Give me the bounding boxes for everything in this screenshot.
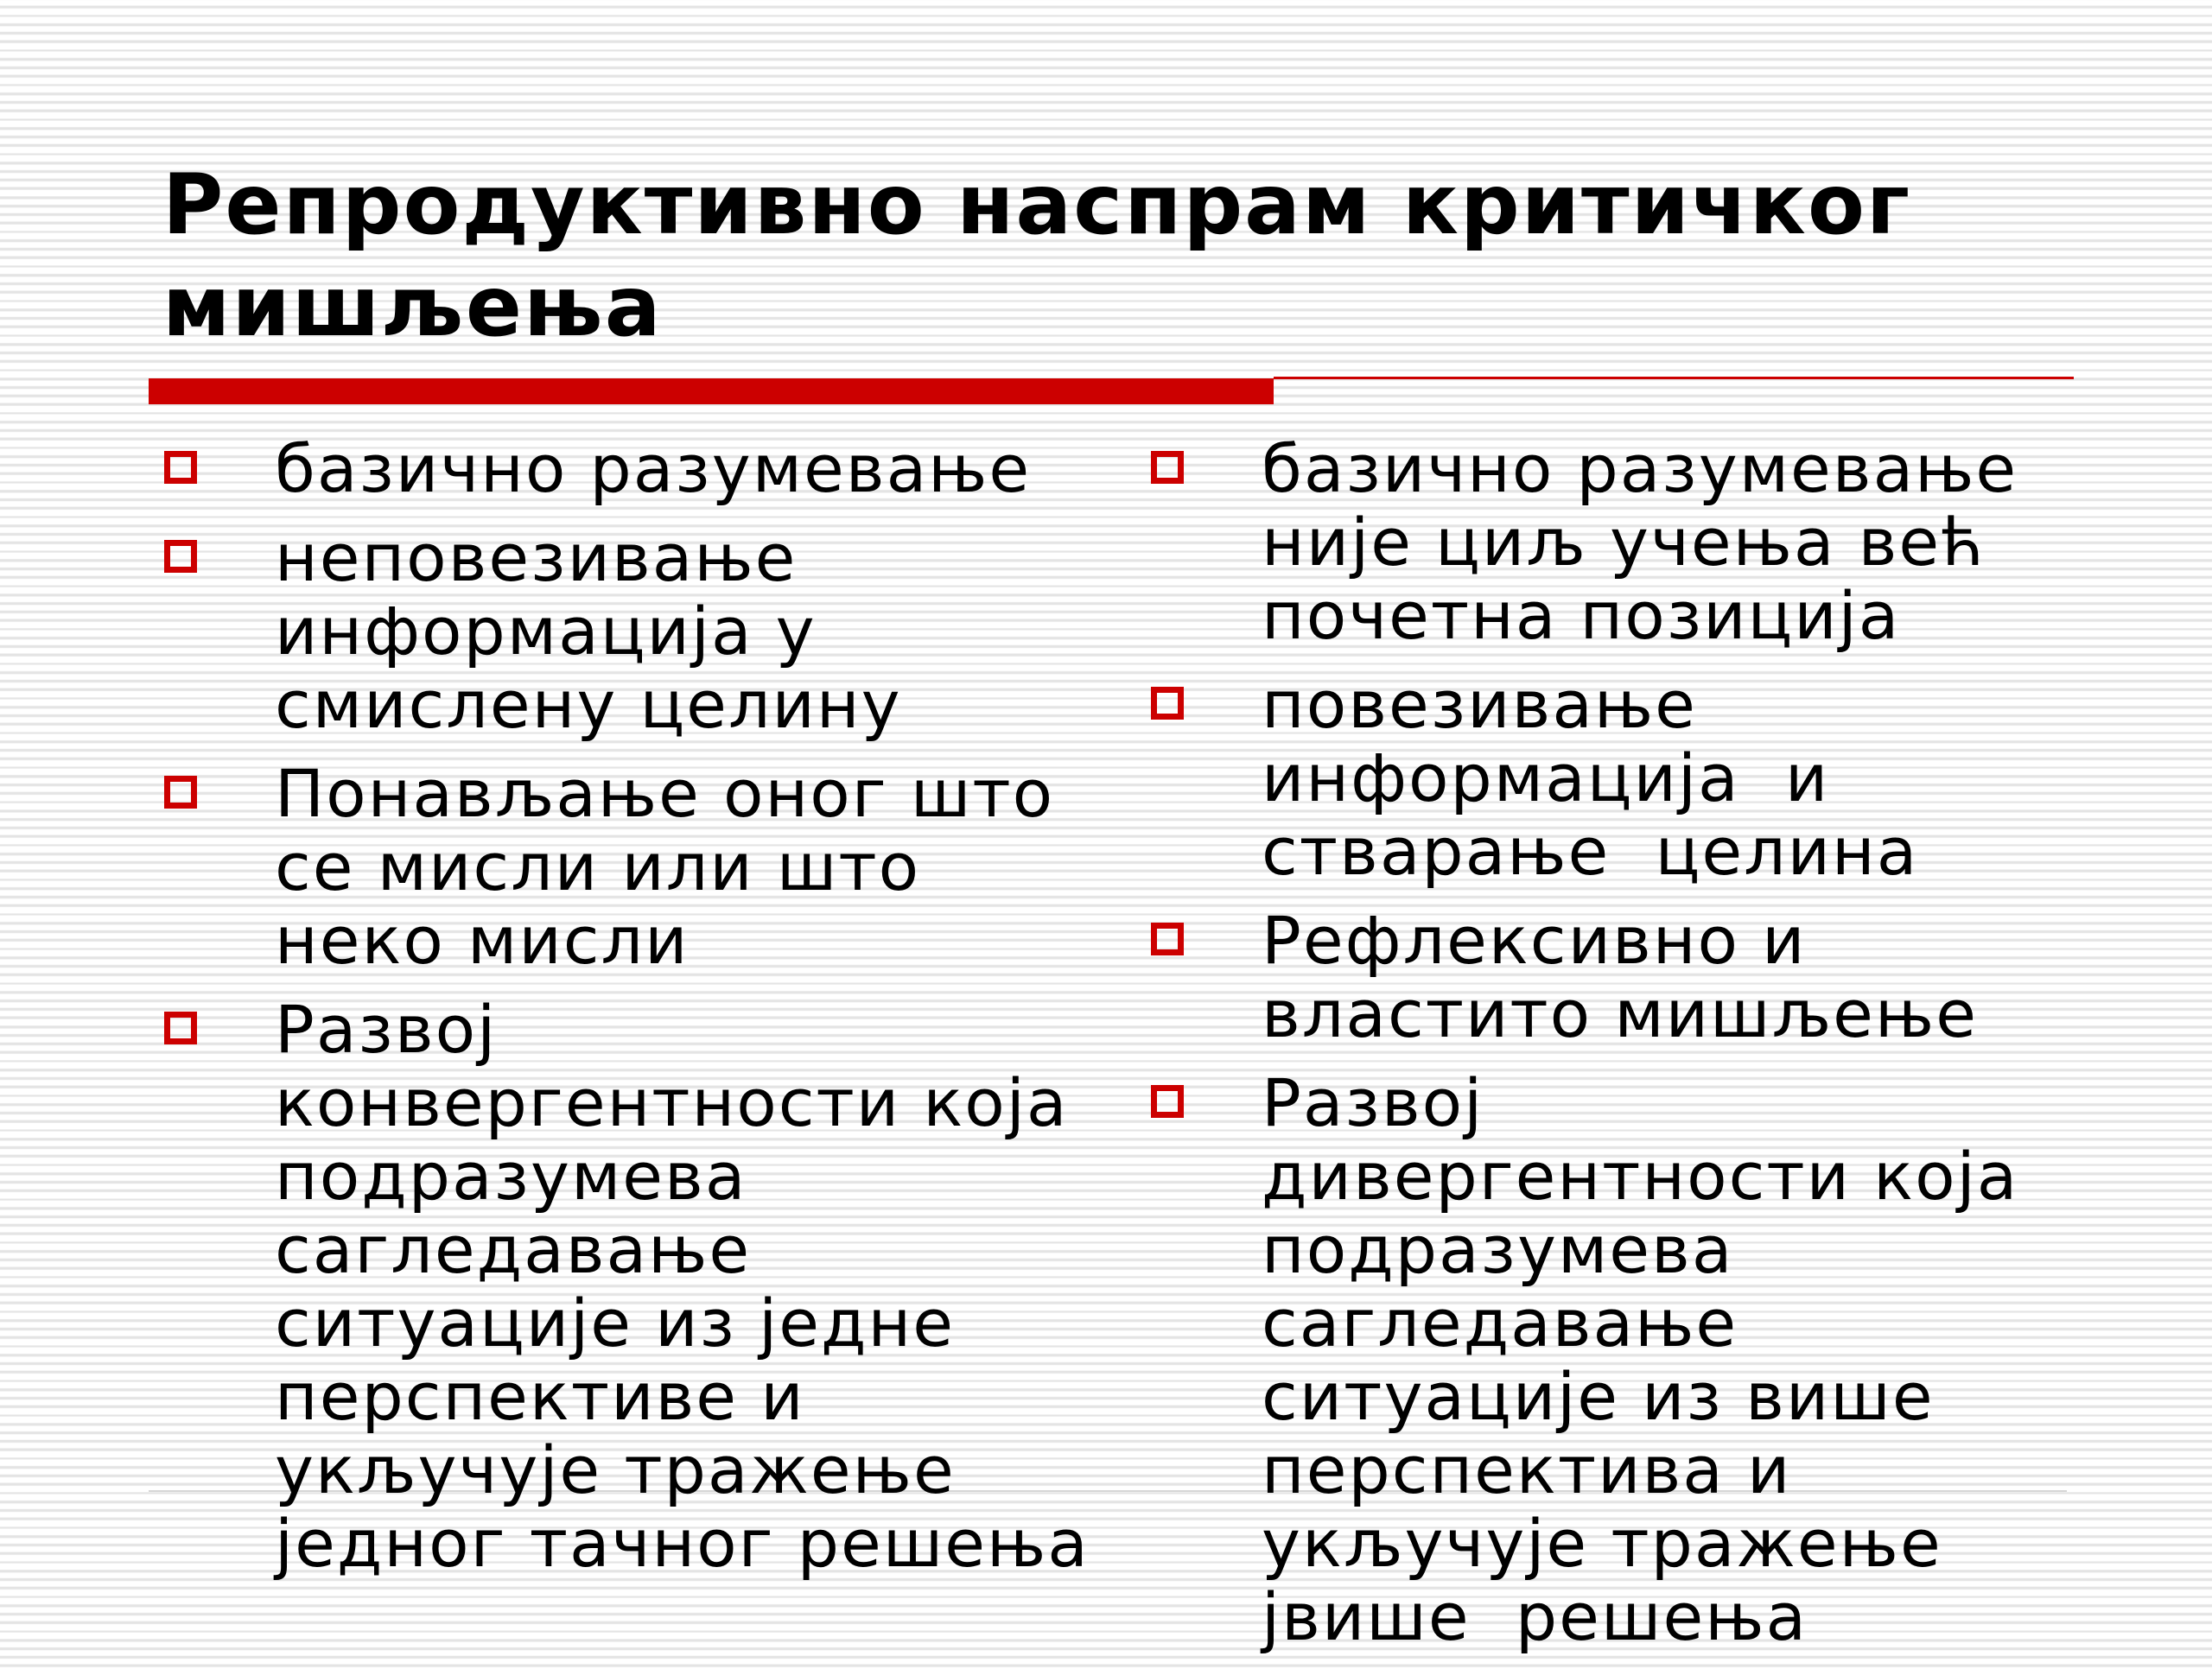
bullet-item bbox=[1151, 904, 2110, 1050]
slide-title bbox=[162, 154, 2063, 358]
bullet-text-line: базично разумевање bbox=[275, 430, 1032, 507]
bullet-text-line: ситуације из једне bbox=[275, 1285, 955, 1361]
title-underline-thick bbox=[149, 378, 1274, 404]
bullet-text-line: информација у bbox=[275, 593, 817, 670]
bullet-text-line: перспектива и bbox=[1262, 1431, 1792, 1508]
bullet-item bbox=[1151, 668, 2110, 888]
bullet-text-line: информација и bbox=[1262, 739, 1830, 816]
bullet-text-line: перспективе и bbox=[275, 1358, 805, 1435]
bullet-text-line: повезивање bbox=[1262, 666, 1697, 743]
bullet-text-line: није циљ учења већ bbox=[1262, 504, 1986, 581]
bullet-text-line: укључује тражење bbox=[275, 1431, 956, 1508]
title-underline-thin bbox=[1274, 377, 2074, 379]
bullet-text-line: Понављање оног што bbox=[275, 755, 1055, 832]
bullet-text-line: стварање целина bbox=[1262, 813, 1919, 890]
bullet-item bbox=[164, 521, 1097, 741]
bullet-text-line: се мисли или што bbox=[275, 828, 921, 905]
bullet-text-line: конвергентности која bbox=[275, 1064, 1069, 1141]
bullet-text-line: подразумева bbox=[1262, 1211, 1734, 1288]
hollow-square-bullet-icon bbox=[164, 1012, 197, 1044]
bullet-text-line: укључује тражење bbox=[1262, 1505, 1942, 1582]
right-bullet-column bbox=[1151, 432, 2110, 1669]
bullet-text-line: сагледавање bbox=[1262, 1285, 1738, 1361]
bullet-text-line: јвише решења bbox=[1262, 1578, 1808, 1655]
bullet-text-line: неповезивање bbox=[275, 519, 798, 596]
hollow-square-bullet-icon bbox=[1151, 1085, 1184, 1118]
bullet-text-line: дивергентности која bbox=[1262, 1138, 2019, 1215]
slide-title-line: Репродуктивно наспрам критичког bbox=[162, 156, 1912, 253]
hollow-square-bullet-icon bbox=[1151, 687, 1184, 720]
bullet-item bbox=[164, 993, 1097, 1580]
hollow-square-bullet-icon bbox=[1151, 451, 1184, 484]
hollow-square-bullet-icon bbox=[1151, 923, 1184, 955]
hollow-square-bullet-icon bbox=[164, 776, 197, 809]
bullet-text-line: Рефлексивно и bbox=[1262, 902, 1807, 979]
bullet-item bbox=[164, 432, 1097, 505]
bullet-text-line: базично разумевање bbox=[1262, 430, 2018, 507]
bullet-text-line: властито мишљење bbox=[1262, 975, 1978, 1052]
bullet-item bbox=[1151, 432, 2110, 652]
bullet-text-line: почетна позиција bbox=[1262, 577, 1901, 654]
bullet-text-line: Развој bbox=[1262, 1064, 1484, 1141]
bullet-text-line: неко мисли bbox=[275, 902, 690, 979]
bullet-text-line: ситуације из више bbox=[1262, 1358, 1935, 1435]
bullet-item bbox=[1151, 1066, 2110, 1653]
slide-title-line: мишљења bbox=[162, 258, 663, 355]
hollow-square-bullet-icon bbox=[164, 451, 197, 484]
bullet-text-line: сагледавање bbox=[275, 1211, 752, 1288]
bullet-text-line: Развој bbox=[275, 991, 498, 1068]
left-bullet-column bbox=[164, 432, 1097, 1596]
hollow-square-bullet-icon bbox=[164, 540, 197, 573]
bullet-text-line: подразумева bbox=[275, 1138, 747, 1215]
bullet-text-line: смислену целину bbox=[275, 666, 902, 743]
bullet-item bbox=[164, 757, 1097, 977]
bullet-text-line: једног тачног решења bbox=[275, 1505, 1090, 1582]
